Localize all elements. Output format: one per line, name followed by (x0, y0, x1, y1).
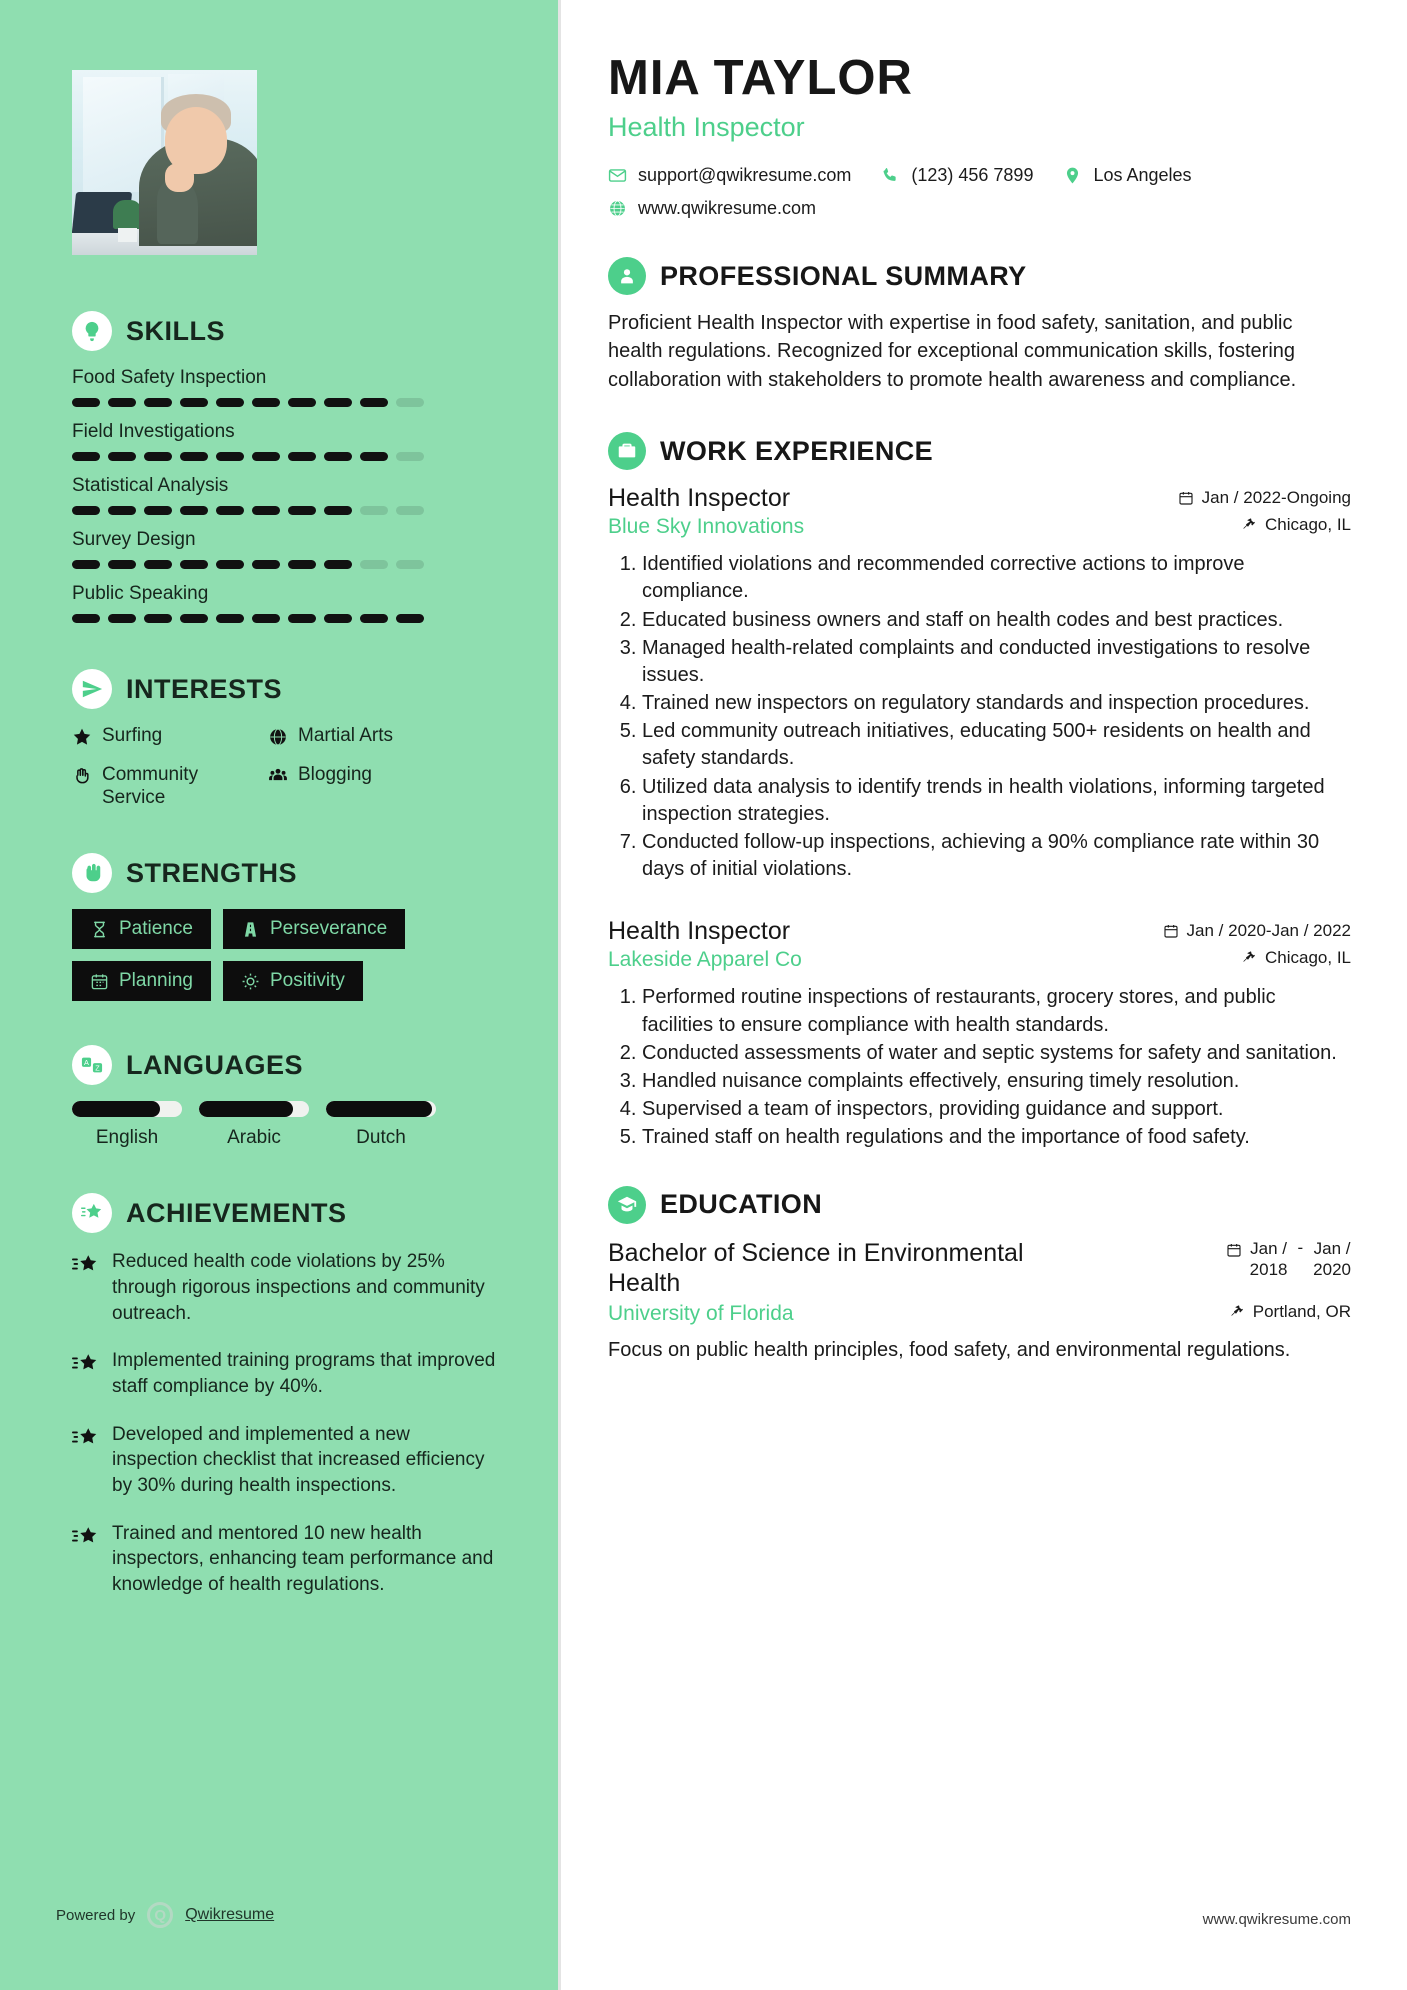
svg-text:Z: Z (95, 1063, 100, 1073)
achievements-section (72, 1193, 498, 1597)
contact-item-phone[interactable] (881, 165, 1033, 186)
job-company: Lakeside Apparel Co (608, 948, 802, 972)
skill-row (72, 529, 498, 569)
skill-level-dash (144, 452, 172, 461)
interests-header (72, 669, 498, 709)
skill-level-dash (144, 398, 172, 407)
fist-icon (72, 853, 112, 893)
skill-level-dash (216, 560, 244, 569)
shooting-star-icon (72, 1351, 98, 1377)
languages-header (72, 1045, 498, 1085)
achievements-list (72, 1249, 498, 1597)
strengths-title: STRENGTHS (126, 857, 298, 888)
contact-item-envelope[interactable] (608, 165, 851, 186)
language-label: English (95, 1127, 159, 1149)
skill-level-dash (180, 506, 208, 515)
strengths-section (72, 853, 498, 1001)
job-dates-text: Jan / 2020-Jan / 2022 (1186, 921, 1351, 941)
page-title: MIA TAYLOR (608, 51, 913, 105)
job-bullet: 3. Handled nuisance complaints effectively, ensuring timely resolution. (642, 1068, 1351, 1095)
skill-level-dash (360, 506, 388, 515)
job-title: Health Inspector (608, 484, 791, 513)
skill-level-dash (396, 452, 424, 461)
language-level-fill (72, 1101, 160, 1117)
skill-level-meter (72, 398, 498, 407)
user-circle-icon (608, 257, 646, 295)
lightbulb-icon (72, 311, 112, 351)
contact-info (608, 165, 1351, 219)
achievement-item (72, 1422, 498, 1499)
svg-text:A: A (84, 1058, 89, 1068)
strengths-list (72, 909, 498, 1001)
education-header (608, 1186, 1351, 1224)
job-bullet: 4. Supervised a team of inspectors, providing guidance and support. (642, 1096, 1351, 1123)
skill-row (72, 421, 498, 461)
skill-level-meter (72, 560, 498, 569)
main-footer-url: www.qwikresume.com (1202, 1911, 1351, 1928)
strength-chip (223, 961, 363, 1001)
jobs-list (608, 484, 1351, 1151)
skill-level-dash (216, 614, 244, 623)
pin-icon (1229, 1304, 1245, 1320)
skill-level-dash (144, 506, 172, 515)
language-label: Dutch (356, 1127, 406, 1149)
job-bullet: 5. Led community outreach initiatives, educating 500+ residents on health and safety standards. (642, 718, 1351, 772)
education-header (608, 1238, 1351, 1298)
job-bullet-list (608, 551, 1351, 883)
job-location-text: Chicago, IL (1265, 948, 1351, 968)
skill-row (72, 583, 498, 623)
sidebar (0, 0, 558, 1990)
language-label: Arabic (227, 1127, 281, 1149)
work-header (608, 432, 1351, 470)
briefcase-icon (608, 432, 646, 470)
job-subheader (608, 948, 1351, 972)
skill-level-dash (288, 506, 316, 515)
road-icon (241, 920, 260, 939)
globe-icon (608, 199, 627, 218)
skill-level-dash (72, 614, 100, 623)
skill-level-dash (72, 506, 100, 515)
achievement-item (72, 1249, 498, 1326)
skill-level-dash (324, 560, 352, 569)
language-icon (72, 1045, 112, 1085)
work-title: WORK EXPERIENCE (660, 435, 934, 466)
contact-item-location-pin[interactable] (1063, 165, 1191, 186)
job-bullet: 6. Utilized data analysis to identify trends in health violations, informing targeted inspection strategies. (642, 774, 1351, 828)
powered-by-label: Powered by (56, 1906, 136, 1924)
skills-section (72, 311, 498, 623)
skill-level-meter (72, 614, 498, 623)
calendar-icon (1178, 490, 1194, 506)
contact-value: support@qwikresume.com (638, 165, 852, 185)
achievement-text: Implemented training programs that improved staff compliance by 40%. (112, 1350, 496, 1397)
contact-line-primary (608, 165, 1351, 186)
location-pin-icon (1063, 166, 1082, 185)
achievement-item (72, 1521, 498, 1598)
strengths-header (72, 853, 498, 893)
education-date-separator: - (1297, 1237, 1304, 1257)
skill-level-dash (288, 398, 316, 407)
summary-text: Proficient Health Inspector with expertise in food safety, sanitation, and public health regulations. Recognized for exceptional communication skills, fostering collaboration with stakeholders to promote health awareness and compliance. (608, 312, 1297, 391)
skill-level-dash (396, 614, 424, 623)
qwikresume-link[interactable]: Qwikresume (185, 1906, 275, 1923)
job-entry (608, 917, 1351, 1151)
skill-level-dash (324, 398, 352, 407)
phone-icon (881, 166, 900, 185)
sidebar-footer (56, 1902, 274, 1928)
strength-chip (72, 909, 211, 949)
skills-list (72, 367, 498, 623)
job-header (608, 917, 1351, 946)
skill-level-dash (72, 452, 100, 461)
language-item (72, 1101, 182, 1149)
hourglass-icon (90, 920, 109, 939)
globe-icon (268, 727, 288, 747)
interest-label: Blogging (298, 763, 372, 785)
skill-label: Statistical Analysis (72, 475, 229, 496)
skill-level-dash (252, 614, 280, 623)
skill-label: Public Speaking (72, 583, 209, 604)
star-icon (72, 727, 92, 747)
job-bullet: 2. Conducted assessments of water and septic systems for safety and sanitation. (642, 1040, 1351, 1067)
job-bullet-list (608, 984, 1351, 1151)
skill-level-dash (180, 398, 208, 407)
achievement-item (72, 1348, 498, 1399)
language-level-bar (326, 1101, 436, 1117)
education-start-date: Jan / 2018 (1249, 1238, 1288, 1279)
language-item (326, 1101, 436, 1149)
interest-item (268, 764, 498, 810)
skill-level-dash (252, 560, 280, 569)
skill-level-dash (288, 560, 316, 569)
skill-level-dash (360, 452, 388, 461)
hand-icon (72, 766, 92, 786)
summary-title: PROFESSIONAL SUMMARY (660, 260, 1027, 291)
achievements-header (72, 1193, 498, 1233)
skill-level-dash (324, 452, 352, 461)
language-level-bar (199, 1101, 309, 1117)
achievement-text: Trained and mentored 10 new health inspectors, enhancing team performance and knowledge of health regulations. (112, 1522, 494, 1595)
language-level-bar (72, 1101, 182, 1117)
skill-level-dash (216, 398, 244, 407)
skill-level-dash (360, 398, 388, 407)
contact-value: www.qwikresume.com (638, 198, 817, 218)
shooting-star-icon (72, 1193, 112, 1233)
languages-section (72, 1045, 498, 1149)
strength-label: Planning (119, 970, 193, 992)
skill-level-dash (180, 614, 208, 623)
strength-chip (223, 909, 405, 949)
skill-level-dash (360, 614, 388, 623)
professional-summary-section (608, 257, 1351, 394)
job-company: Blue Sky Innovations (608, 515, 805, 539)
skill-level-dash (72, 560, 100, 569)
graduation-cap-icon (608, 1186, 646, 1224)
job-title: Health Inspector (608, 917, 791, 946)
education-section (608, 1186, 1351, 1364)
skill-level-meter (72, 452, 498, 461)
skill-level-dash (108, 452, 136, 461)
skill-level-dash (396, 560, 424, 569)
job-dates-text: Jan / 2022-Ongoing (1201, 488, 1351, 508)
skill-row (72, 475, 498, 515)
skill-level-dash (216, 506, 244, 515)
strength-label: Positivity (269, 970, 345, 992)
paper-plane-icon (72, 669, 112, 709)
job-header (608, 484, 1351, 513)
job-bullet: 5. Trained staff on health regulations and the importance of food safety. (642, 1124, 1351, 1151)
envelope-icon (608, 166, 627, 185)
contact-value: (123) 456 7899 (911, 165, 1034, 185)
calendar-icon (90, 972, 109, 991)
education-subheader (608, 1302, 1351, 1326)
skill-level-dash (396, 506, 424, 515)
job-bullet: 3. Managed health-related complaints and conducted investigations to resolve issues. (642, 635, 1351, 689)
pin-icon (1241, 950, 1257, 966)
languages-title: LANGUAGES (126, 1049, 304, 1080)
interest-item (72, 764, 262, 810)
education-description: Focus on public health principles, food safety, and environmental regulations. (608, 1338, 1291, 1361)
contact-line-secondary (608, 198, 1351, 219)
achievement-text: Developed and implemented a new inspection checklist that increased efficiency by 30% during health inspections. (112, 1423, 485, 1496)
interest-label: Martial Arts (298, 725, 394, 746)
skill-level-dash (252, 398, 280, 407)
skill-level-dash (180, 452, 208, 461)
skill-level-dash (288, 452, 316, 461)
job-subheader (608, 515, 1351, 539)
work-experience-section (608, 432, 1351, 1151)
skill-level-dash (72, 398, 100, 407)
job-location-text: Chicago, IL (1265, 515, 1351, 535)
skill-level-dash (252, 506, 280, 515)
education-location (1229, 1302, 1351, 1322)
skill-level-dash (216, 452, 244, 461)
main-content (558, 0, 1407, 1990)
job-location (1241, 515, 1351, 535)
education-location-text: Portland, OR (1252, 1301, 1351, 1321)
job-bullet: 1. Performed routine inspections of restaurants, grocery stores, and public facilities to ensure compliance with health standards. (642, 984, 1351, 1038)
job-bullet: 4. Trained new inspectors on regulatory standards and inspection procedures. (642, 690, 1351, 717)
language-item (199, 1101, 309, 1149)
skill-level-dash (144, 614, 172, 623)
people-group-icon (268, 766, 288, 786)
skill-level-dash (108, 614, 136, 623)
language-level-fill (326, 1101, 432, 1117)
skill-level-dash (108, 398, 136, 407)
interests-section (72, 669, 498, 809)
skill-label: Food Safety Inspection (72, 367, 267, 388)
job-bullet: 7. Conducted follow-up inspections, achieving a 90% compliance rate within 30 days of initial violations. (642, 829, 1351, 883)
calendar-icon (1226, 1242, 1242, 1258)
interest-item (72, 725, 262, 748)
job-dates (1163, 921, 1351, 941)
job-role-subtitle: Health Inspector (608, 112, 805, 142)
calendar-icon (1163, 923, 1179, 939)
skills-header (72, 311, 498, 351)
shooting-star-icon (72, 1252, 98, 1278)
skill-label: Survey Design (72, 529, 196, 550)
strength-chip (72, 961, 211, 1001)
shooting-star-icon (72, 1425, 98, 1451)
education-degree: Bachelor of Science in Environmental Health (608, 1238, 1024, 1297)
job-location (1241, 948, 1351, 968)
strength-label: Patience (119, 918, 193, 940)
skill-row (72, 367, 498, 407)
achievements-title: ACHIEVEMENTS (126, 1197, 347, 1228)
skill-level-dash (252, 452, 280, 461)
contact-value: Los Angeles (1093, 165, 1192, 185)
skill-level-dash (108, 560, 136, 569)
education-end-date: Jan / 2020 (1313, 1238, 1351, 1279)
job-bullet: 2. Educated business owners and staff on health codes and best practices. (642, 607, 1351, 634)
education-school: University of Florida (608, 1301, 794, 1325)
skill-level-meter (72, 506, 498, 515)
skill-level-dash (360, 560, 388, 569)
skills-title: SKILLS (126, 315, 226, 346)
skill-level-dash (288, 614, 316, 623)
skill-level-dash (396, 398, 424, 407)
skill-level-dash (108, 506, 136, 515)
interest-label: Community Service (102, 763, 199, 808)
skill-level-dash (144, 560, 172, 569)
pin-icon (1241, 517, 1257, 533)
skill-label: Field Investigations (72, 421, 235, 442)
interest-label: Surfing (102, 725, 163, 746)
strength-label: Perseverance (269, 918, 388, 940)
education-dates (1226, 1238, 1351, 1281)
education-title: EDUCATION (660, 1189, 823, 1220)
interest-item (268, 725, 498, 748)
language-level-fill (199, 1101, 293, 1117)
sun-icon (241, 972, 260, 991)
job-bullet: 1. Identified violations and recommended corrective actions to improve compliance. (642, 551, 1351, 605)
job-entry (608, 484, 1351, 883)
achievement-text: Reduced health code violations by 25% through rigorous inspections and community outreach. (112, 1251, 485, 1324)
skill-level-dash (324, 614, 352, 623)
contact-item-globe[interactable] (608, 198, 816, 219)
interests-title: INTERESTS (126, 673, 283, 704)
q-logo-icon: Q (147, 1902, 173, 1928)
profile-photo (72, 70, 257, 255)
skill-level-dash (180, 560, 208, 569)
job-dates (1178, 488, 1351, 508)
shooting-star-icon (72, 1524, 98, 1550)
summary-header (608, 257, 1351, 295)
education-entry (608, 1238, 1351, 1364)
skill-level-dash (324, 506, 352, 515)
languages-list (72, 1101, 498, 1149)
education-list (608, 1238, 1351, 1364)
interests-list (72, 725, 498, 809)
